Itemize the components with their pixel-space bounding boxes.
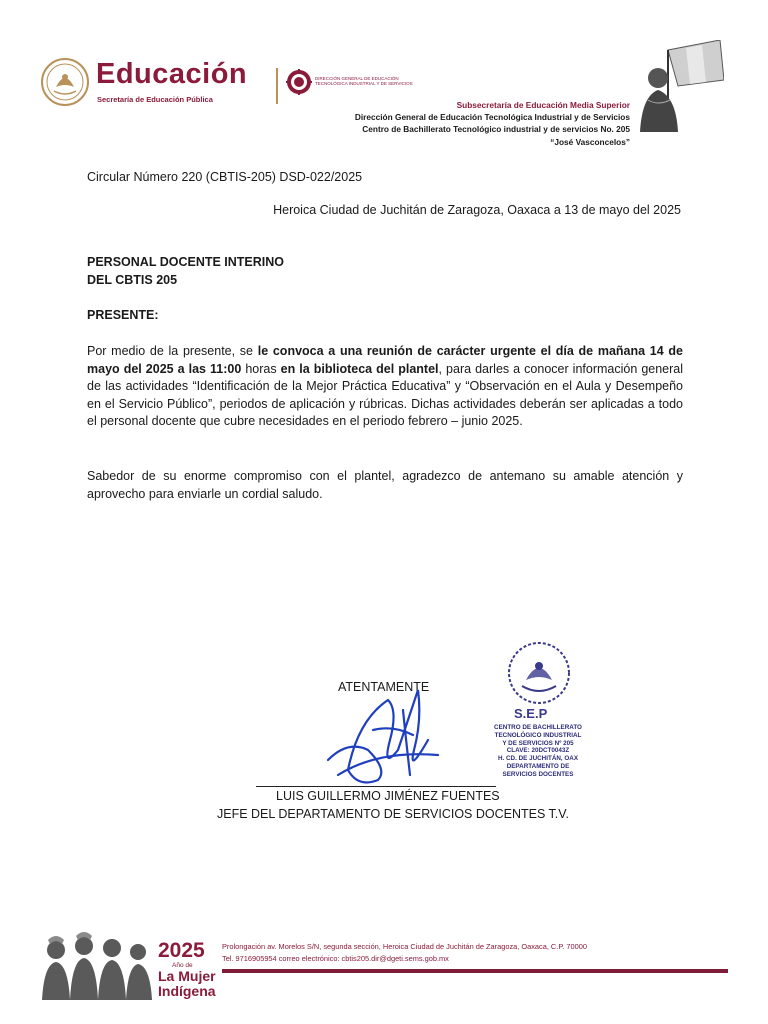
footer-year: 2025 — [158, 939, 205, 962]
recipient-line: DEL CBTIS 205 — [87, 273, 178, 287]
institution-block — [355, 99, 630, 148]
p1-text: , para darles a conocer información general de las actividades “Identificación de la Mejor Práctica Educativa” y “Observación en el Aula y Desempeño en el Servicio Público”, periodos de aplicación y rúbricas. Dichas actividades deberán ser aplicadas a todo el personal docente que cubre necesidades en el periodo febrero – junio 2025. — [87, 361, 684, 429]
footer-mujer-line: Indígena — [158, 983, 216, 999]
stamp-seal-icon — [506, 640, 572, 706]
dgeti-logo-icon — [286, 69, 312, 95]
p1-text: Por medio de la presente, se — [87, 344, 258, 358]
stamp-lines — [478, 724, 598, 779]
footer-address — [222, 941, 587, 965]
address-line: Prolongación av. Morelos S/N, segunda sección, Heroica Ciudad de Juchitán de Zaragoza, Oaxaca, C.P. 70000 — [222, 942, 587, 951]
p1-bold-text: le convoca a una reunión de carácter urgente el día de mañana 14 de mayo del 2025 a las 11:00 — [87, 344, 683, 376]
footer-mujer-indigena — [158, 969, 216, 999]
footer-year-caption: Año de — [172, 962, 193, 969]
institution-line: Centro de Bachillerato Tecnológico industrial y de servicios No. 205 — [362, 124, 630, 135]
letterhead — [0, 0, 768, 160]
indigenous-women-illustration — [38, 928, 156, 1000]
official-stamp — [470, 636, 600, 806]
stamp-line: H. CD. DE JUCHITÁN, OAX — [497, 755, 579, 763]
signer-name: LUIS GUILLERMO JIMÉNEZ FUENTES — [276, 789, 500, 803]
stamp-line: CENTRO DE BACHILLERATO — [494, 724, 582, 731]
national-seal-icon — [40, 57, 90, 107]
place-date: Heroica Ciudad de Juchitán de Zaragoza, Oaxaca a 13 de mayo del 2025 — [273, 203, 681, 217]
institution-line: Dirección General de Educación Tecnológica Industrial y de Servicios — [354, 112, 630, 123]
stamp-line: TECNOLÓGICO INDUSTRIAL — [494, 731, 582, 739]
footer-bar — [222, 969, 728, 973]
signature-line — [256, 786, 496, 787]
signer-title: JEFE DEL DEPARTAMENTO DE SERVICIOS DOCENTES T.V. — [217, 807, 569, 821]
footer-mujer-line: La Mujer — [158, 968, 216, 984]
closing-word: ATENTAMENTE — [338, 680, 430, 694]
stamp-line: CLAVE: 20DCT0043Z — [506, 747, 570, 755]
historical-figure-flag-illustration — [628, 40, 724, 132]
logo-subtitle: Secretaría de Educación Pública — [97, 95, 213, 104]
contact-line: Tel. 9716905954 correo electrónico: cbtis205.dir@dgeti.sems.gob.mx — [222, 954, 449, 963]
p1-text: horas — [245, 361, 281, 376]
recipient — [87, 253, 284, 289]
stamp-line: DEPARTAMENTO DE — [506, 762, 570, 770]
logo-title: Educación — [96, 58, 248, 90]
institution-line: “José Vasconcelos” — [550, 136, 630, 147]
logo-divider — [276, 68, 278, 104]
stamp-header: S.E.P — [514, 706, 548, 721]
p1-bold-text: en la biblioteca del plantel — [280, 361, 439, 376]
handwritten-signature — [318, 680, 468, 790]
stamp-line: Y DE SERVICIOS Nº 205 — [502, 739, 574, 747]
dgeti-text: DIRECCIÓN GENERAL DE EDUCACIÓN TECNOLÓGICA INDUSTRIAL Y DE SERVICIOS — [315, 76, 413, 86]
stamp-line: SERVICIOS DOCENTES — [502, 770, 574, 778]
paragraph-closing: Sabedor de su enorme compromiso con el plantel, agradezco de antemano su amable atención y aprovecho para enviarle un cordial saludo. — [87, 469, 683, 501]
institution-line: Subsecretaría de Educación Media Superior — [456, 100, 630, 110]
salutation: PRESENTE: — [87, 308, 159, 322]
circular-number: Circular Número 220 (CBTIS-205) DSD-022/2025 — [87, 170, 363, 184]
recipient-line: PERSONAL DOCENTE INTERINO — [87, 255, 285, 269]
paragraph-convocation — [87, 343, 683, 431]
